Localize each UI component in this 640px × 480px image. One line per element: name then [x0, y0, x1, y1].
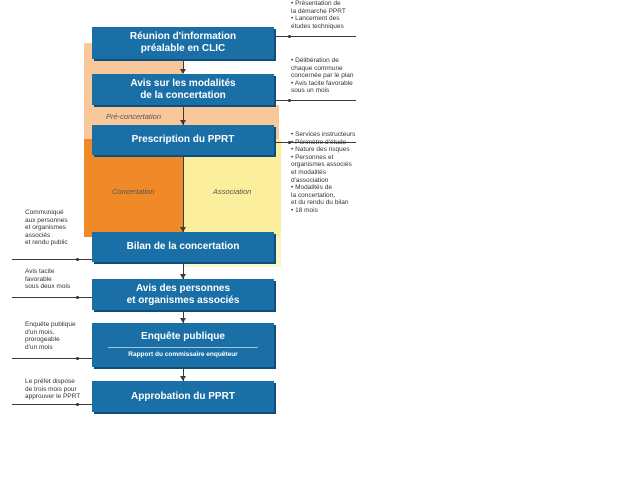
step-title: Avis sur les modalités de la concertation — [130, 77, 236, 101]
step-title: Prescription du PPRT — [131, 134, 235, 145]
left-connector-dot-3 — [76, 357, 79, 360]
right-connector-2 — [274, 100, 356, 101]
left-note-approbation: Le préfet dispose de trois mois pour approuver le PPRT — [25, 378, 81, 401]
left-note-avis: Avis tacite favorable sous deux mois — [25, 268, 71, 291]
right-connector-dot-2 — [288, 99, 291, 102]
step-divider — [108, 347, 258, 348]
step-avis-modalites — [92, 74, 274, 105]
step-title: Bilan de la concertation — [126, 241, 240, 252]
step-avis-personnes — [92, 279, 274, 310]
step-title: Approbation du PPRT — [131, 390, 235, 402]
association-label: Association — [213, 187, 252, 196]
connector-3 — [183, 157, 184, 232]
concertation-label: Concertation — [112, 187, 155, 196]
step-reunion-clic — [92, 27, 274, 59]
left-connector-4 — [12, 404, 92, 405]
left-connector-1 — [12, 259, 92, 260]
left-connector-dot-2 — [76, 296, 79, 299]
pre-concertation-label: Pré-concertation — [106, 112, 162, 121]
step-title: Avis des personnes et organismes associés — [126, 282, 240, 306]
left-connector-2 — [12, 297, 92, 298]
step-subtitle: Rapport du commissaire enquêteur — [128, 351, 238, 358]
right-connector-dot-1 — [288, 35, 291, 38]
step-bilan-concertation — [92, 232, 274, 262]
left-note-bilan: Communiqué aux personnes et organismes associés et rendu public — [25, 209, 68, 247]
step-enquete-publique — [92, 323, 274, 367]
right-connector-1 — [274, 36, 356, 37]
right-note-modalites: • Délibération de chaque commune concernée par le plan • Avis tacite favorable sous un mois — [291, 57, 354, 95]
step-title: Réunion d'information préalable en CLIC — [129, 31, 237, 54]
step-approbation — [92, 381, 274, 412]
step-title: Enquête publique — [141, 331, 225, 342]
right-note-clic: • Présentation de la démarche PPRT • Lancement des études techniques — [291, 0, 346, 30]
right-note-prescription: • Services instructeurs • Périmètre d'étude • Nature des risques • Personnes et organismes associés et modalités d'association • Modalités de la concertation, et du rendu du bilan • 18 mois — [291, 131, 356, 214]
left-connector-dot-1 — [76, 258, 79, 261]
step-prescription — [92, 125, 274, 155]
left-connector-dot-4 — [76, 403, 79, 406]
left-note-enquete: Enquête publique d'un mois, prorogeable d'un mois — [25, 321, 76, 351]
left-connector-3 — [12, 358, 92, 359]
